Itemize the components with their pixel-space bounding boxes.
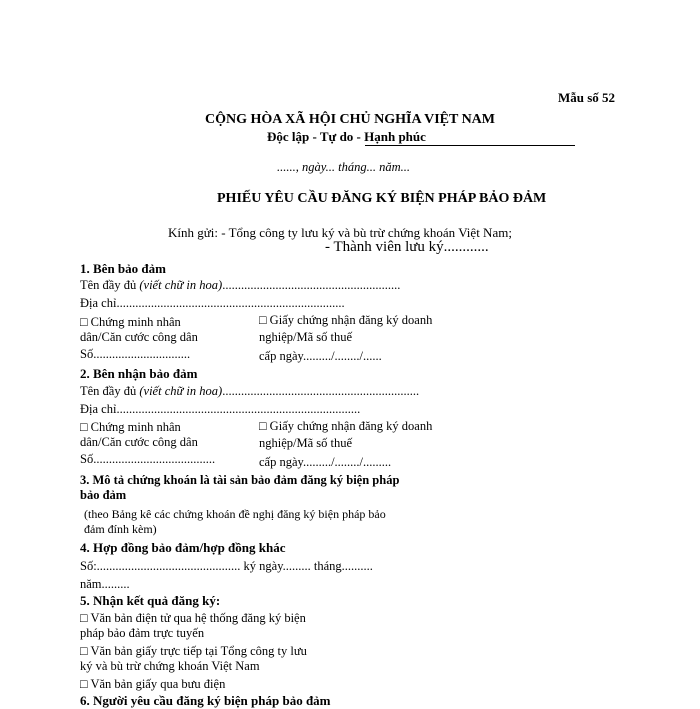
section-2-name-hint: (viết chữ in hoa): [139, 384, 223, 398]
section-1-right-column: [259, 313, 432, 364]
section-1-heading: 1. Bên bảo đảm: [80, 261, 166, 276]
section-5-option-paper-direct-cont: ký và bù trừ chứng khoán Việt Nam: [80, 659, 260, 673]
section-2-left-column: [80, 420, 215, 467]
section-2-business-cert-option[interactable]: □ Giấy chứng nhận đăng ký doanh: [259, 419, 433, 433]
section-5-option-paper-direct[interactable]: □ Văn bản giấy trực tiếp tại Tổng công ty lưu: [80, 644, 307, 658]
form-title: PHIẾU YÊU CẦU ĐĂNG KÝ BIỆN PHÁP BẢO ĐẢM: [217, 191, 547, 206]
section-5-options: [80, 611, 307, 692]
section-1-name-dots: .........................................................: [222, 278, 401, 292]
section-1-business-cert-option[interactable]: □ Giấy chứng nhận đăng ký doanh: [259, 313, 433, 327]
recipient-line-2: - Thành viên lưu ký............: [325, 239, 489, 255]
section-1-business-cert-label: nghiệp/Mã số thuế: [259, 330, 353, 344]
section-3-heading-line-2: bảo đảm: [80, 488, 127, 502]
motto: Độc lập - Tự do - Hạnh phúc: [267, 129, 426, 144]
section-1-id-card-label: dân/Căn cước công dân: [80, 330, 198, 344]
section-2-name: [80, 384, 419, 399]
section-3-note-line-1: (theo Bảng kê các chứng khoán đề nghị đăng ký biện pháp bảo: [84, 507, 386, 521]
date-line: ......, ngày... tháng... năm...: [277, 160, 410, 174]
section-1-name-prefix: Tên đầy đủ: [80, 278, 140, 292]
section-6-heading-cutoff: 6. Người yêu cầu đăng ký biện pháp bảo đảm: [80, 693, 331, 708]
section-1-id-card-option[interactable]: □ Chứng minh nhân: [80, 315, 181, 329]
section-2-heading: 2. Bên nhận bảo đảm: [80, 366, 198, 381]
section-4-body: [80, 558, 373, 592]
section-5-option-electronic[interactable]: □ Văn bản điện tử qua hệ thống đăng ký biện: [80, 611, 306, 625]
section-4-contract-year: năm.........: [80, 577, 130, 591]
section-2-address: Địa chỉ..............................................................................: [80, 402, 361, 416]
section-3-note-line-2: đảm đính kèm): [84, 522, 157, 536]
section-2-name-dots: ...............................................................: [222, 384, 420, 398]
section-5-option-paper-post[interactable]: □ Văn bản giấy qua bưu điện: [80, 677, 226, 691]
section-2-name-prefix: Tên đầy đủ: [80, 384, 140, 398]
motto-underline: [365, 145, 575, 146]
country-name: CỘNG HÒA XÃ HỘI CHỦ NGHĨA VIỆT NAM: [204, 112, 495, 127]
section-1-left-column: [80, 315, 198, 362]
section-2-business-cert-label: nghiệp/Mã số thuế: [259, 436, 353, 450]
section-2-id-card-label: dân/Căn cước công dân: [80, 435, 198, 449]
section-5-heading: 5. Nhận kết quả đăng ký:: [80, 593, 221, 608]
section-2-right-column: [259, 419, 432, 470]
section-5-option-electronic-cont: pháp bảo đảm trực tuyến: [80, 626, 205, 640]
section-1-name-hint: (viết chữ in hoa): [139, 278, 223, 292]
recipient-line-1: Kính gửi: - Tổng công ty lưu ký và bù trừ chứng khoán Việt Nam;: [168, 225, 512, 240]
section-1-number-line: Số...............................: [80, 347, 191, 361]
form-number: Mẫu số 52: [558, 90, 616, 105]
section-3-heading-line-1: 3. Mô tả chứng khoán là tài sản bảo đảm đăng ký biện pháp: [80, 473, 400, 487]
section-1-name: [80, 278, 400, 293]
section-4-contract-number: Số:.............................................. ký ngày......... tháng..........: [80, 559, 373, 573]
section-1-address: Địa chỉ.........................................................................: [80, 296, 345, 310]
section-2-number-line: Số.......................................: [80, 452, 216, 466]
section-3-note: [84, 507, 386, 537]
section-2-issue-date: cấp ngày........./......../.........: [259, 455, 392, 469]
section-2-id-card-option[interactable]: □ Chứng minh nhân: [80, 420, 181, 434]
section-1-issue-date: cấp ngày........./......../......: [259, 349, 382, 363]
section-4-heading: 4. Hợp đồng bảo đảm/hợp đồng khác: [80, 540, 286, 555]
section-3-heading: [80, 473, 399, 503]
